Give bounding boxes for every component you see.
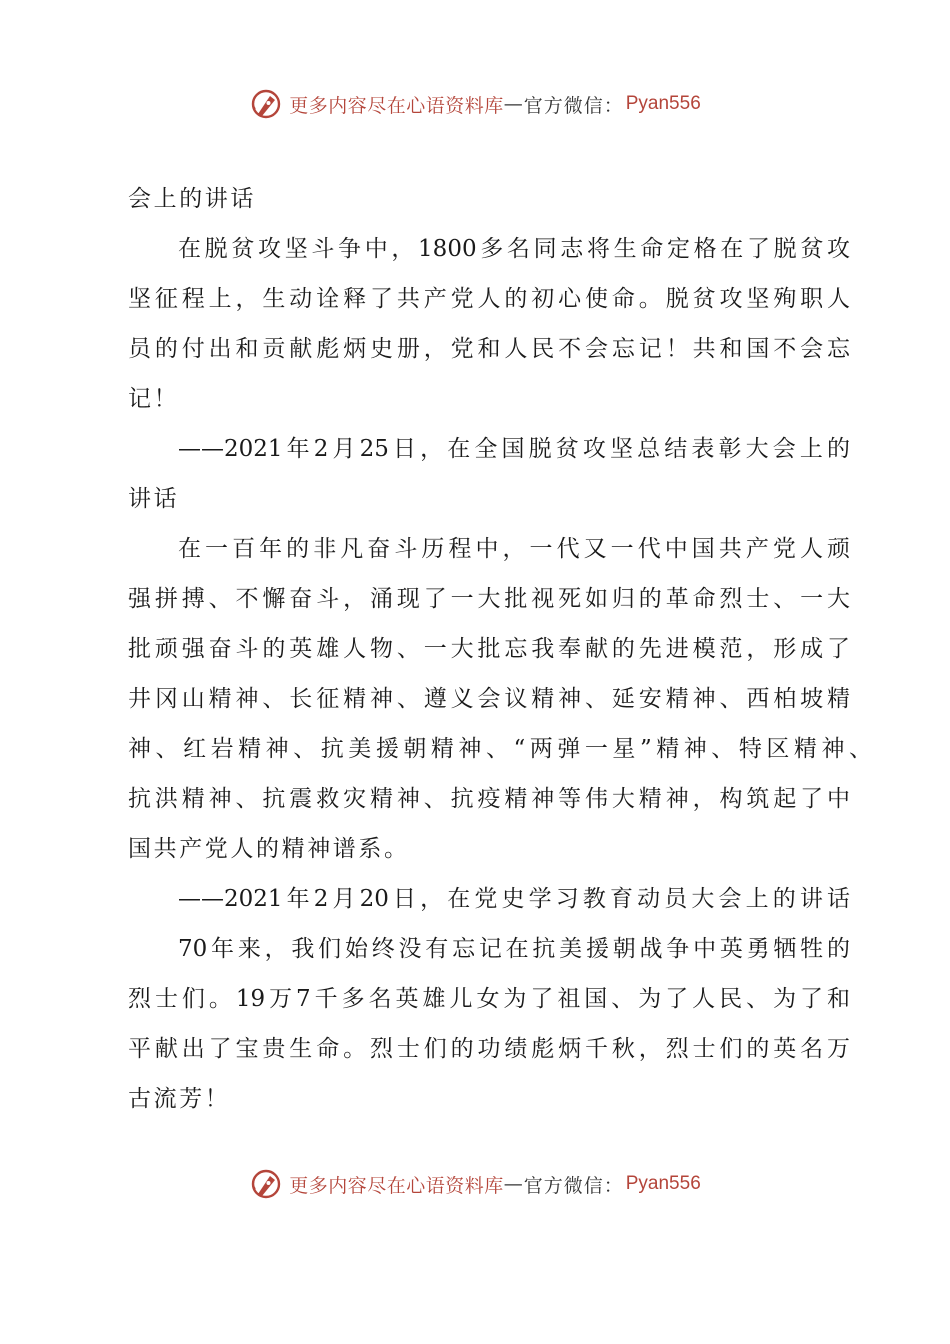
- text-line: 批顽强奋斗的英雄人物、一大批忘我奉献的先进模范，形成了: [128, 636, 850, 662]
- text-line: 平献出了宝贵生命。烈士们的功绩彪炳千秋，烈士们的英名万: [128, 1036, 850, 1062]
- document-body: [128, 174, 872, 1124]
- banner-wechat-id: Pyan556: [625, 1173, 701, 1194]
- text-line: 记！: [128, 386, 180, 412]
- banner-dash: —: [503, 93, 524, 115]
- text-line: 在脱贫攻坚斗争中，1800多名同志将生命定格在了脱贫攻: [178, 236, 850, 262]
- text-line: ——2021年2月20日，在党史学习教育动员大会上的讲话: [178, 886, 850, 912]
- text-line: 会上的讲话: [128, 186, 256, 212]
- text-line: 烈士们。19万7千多名英雄儿女为了祖国、为了人民、为了和: [128, 986, 850, 1012]
- banner-wechat-label: 官方微信：: [523, 94, 624, 117]
- footer-banner: [0, 1164, 950, 1204]
- text-line: 员的付出和贡献彪炳史册，党和人民不会忘记！共和国不会忘: [128, 336, 850, 362]
- text-line: 强拼搏、不懈奋斗，涌现了一大批视死如归的革命烈士、一大: [128, 586, 850, 612]
- banner-site-text: 更多内容尽在心语资料库: [289, 94, 504, 117]
- banner-wechat-id: Pyan556: [625, 93, 701, 114]
- pen-nib-logo-icon: [249, 1167, 283, 1201]
- text-line: 国共产党人的精神谱系。: [128, 836, 410, 862]
- text-line: 神、红岩精神、抗美援朝精神、“两弹一星”精神、特区精神、: [128, 736, 872, 762]
- text-line: 坚征程上，生动诠释了共产党人的初心使命。脱贫攻坚殉职人: [128, 286, 850, 312]
- banner-site-text: 更多内容尽在心语资料库: [289, 1174, 504, 1197]
- header-banner: [0, 84, 950, 124]
- text-line: 70年来，我们始终没有忘记在抗美援朝战争中英勇牺牲的: [178, 936, 850, 962]
- text-line: 在一百年的非凡奋斗历程中，一代又一代中国共产党人顽: [178, 536, 850, 562]
- text-line: ——2021年2月25日，在全国脱贫攻坚总结表彰大会上的: [178, 436, 850, 462]
- text-line: 抗洪精神、抗震救灾精神、抗疫精神等伟大精神，构筑起了中: [128, 786, 850, 812]
- text-line: 井冈山精神、长征精神、遵义会议精神、延安精神、西柏坡精: [128, 686, 850, 712]
- text-line: 讲话: [128, 486, 180, 512]
- banner-wechat-label: 官方微信：: [523, 1174, 624, 1197]
- banner-dash: —: [503, 1173, 524, 1195]
- pen-nib-logo-icon: [249, 87, 283, 121]
- text-line: 古流芳！: [128, 1086, 231, 1112]
